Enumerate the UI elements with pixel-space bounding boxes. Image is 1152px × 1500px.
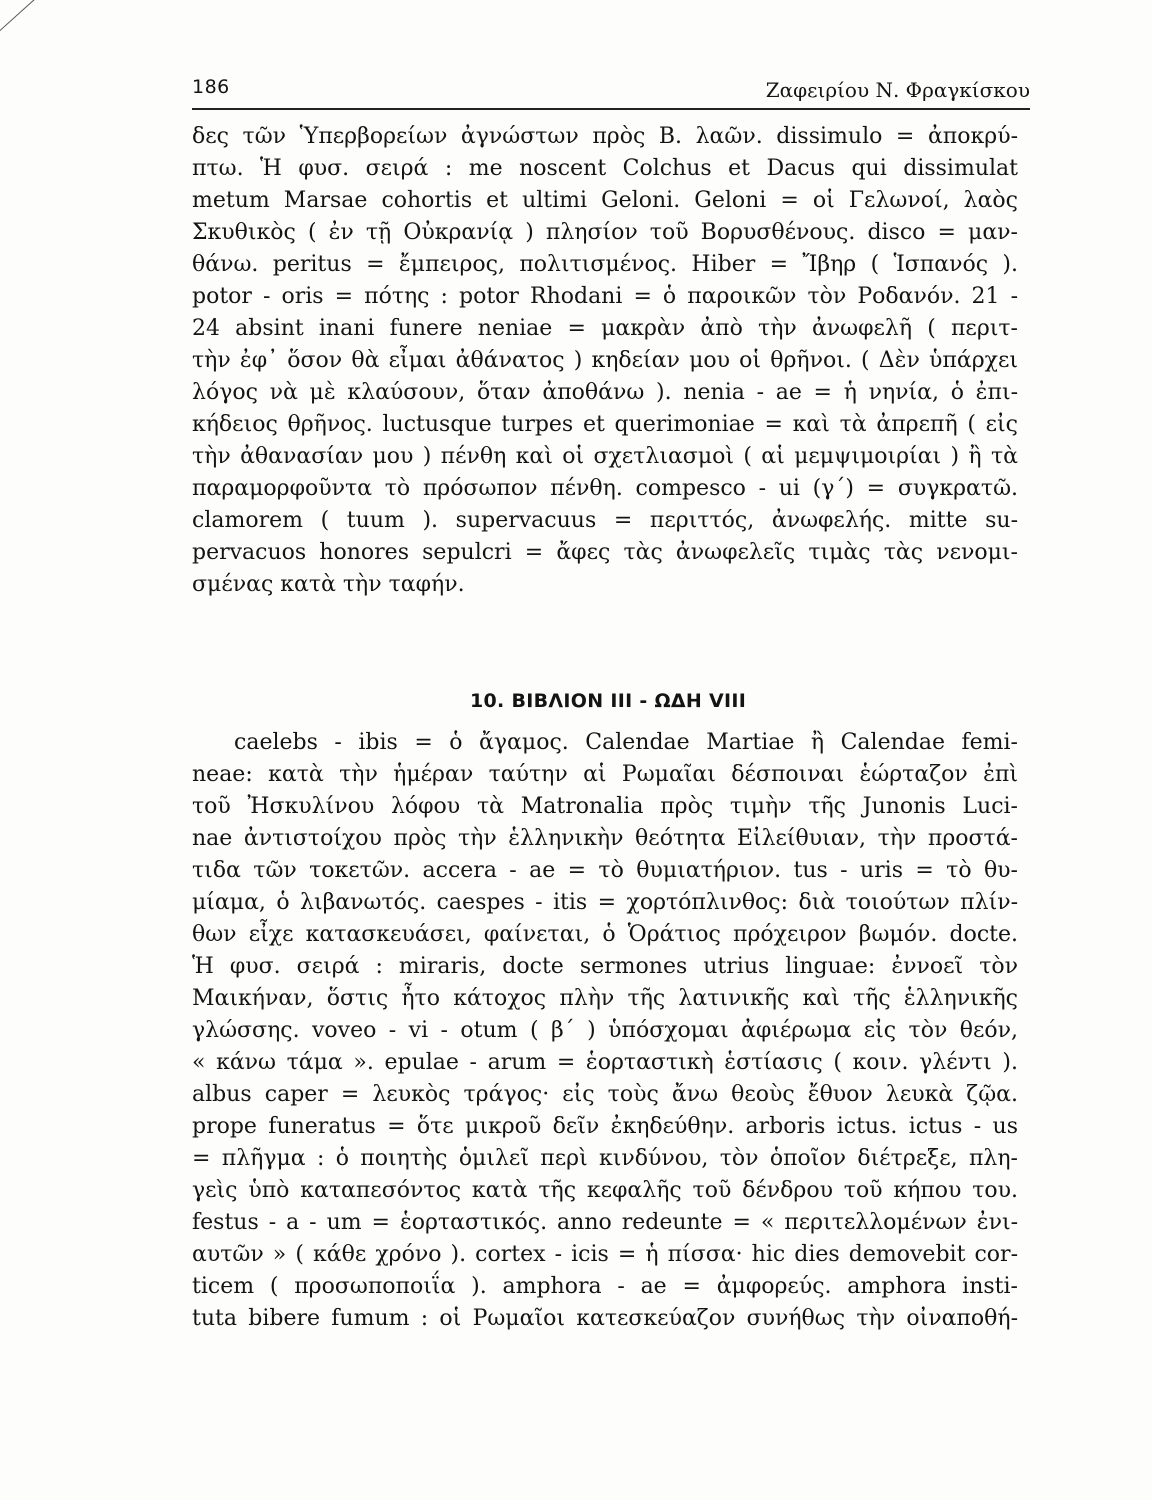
- commentary-block-2: [192, 727, 1018, 1335]
- text-line: θάνω. peritus = ἔμπειρος, πολιτισμένος. Hiber = Ἴβηρ ( Ἱσπανός ).: [192, 252, 1018, 277]
- text-line: τὴν ἀθανασίαν μου ) πένθη καὶ οἱ σχετλιασμοὶ ( αἱ μεμψιμοιρίαι ) ἢ τὰ: [192, 444, 1018, 469]
- text-line: potor - oris = πότης : potor Rhodani = ὁ παροικῶν τὸν Ροδανόν. 21 -: [192, 284, 1018, 309]
- text-line: ticem ( προσωποποιΐα ). amphora - ae = ἀμφορεύς. amphora insti-: [192, 1274, 1018, 1299]
- text-line: festus - a - um = ἑορταστικός. anno redeunte = « περιτελλομένων ἐνι-: [192, 1210, 1018, 1235]
- text-line: Ἡ φυσ. σειρά : miraris, docte sermones utrius linguae: ἐννοεῖ τὸν: [192, 954, 1018, 979]
- text-line: τὴν ἐφ᾿ ὅσον θὰ εἶμαι ἀθάνατος ) κηδείαν μου οἱ θρῆνοι. ( Δὲν ὑπάρχει: [192, 348, 1018, 373]
- running-title: Ζαφειρίου Ν. Φραγκίσκου: [765, 78, 1030, 102]
- text-line: Μαικήναν, ὅστις ἦτο κάτοχος πλὴν τῆς λατινικῆς καὶ τῆς ἑλληνικῆς: [192, 986, 1018, 1011]
- text-line: γλώσσης. voveo - vi - otum ( β´ ) ὑπόσχομαι ἀφιέρωμα εἰς τὸν θεόν,: [192, 1018, 1018, 1043]
- text-line: pervacuos honores sepulcri = ἄφες τὰς ἀνωφελεῖς τιμὰς τὰς νενομι-: [192, 540, 1018, 565]
- text-line: παραμορφοῦντα τὸ πρόσωπον πένθη. compesco - ui (γ´) = συγκρατῶ.: [192, 476, 1018, 501]
- text-line: αυτῶν » ( κάθε χρόνο ). cortex - icis = ἡ πίσσα· hic dies demovebit cor-: [192, 1242, 1018, 1267]
- text-line: clamorem ( tuum ). supervacuus = περιττός, ἀνωφελής. mitte su-: [192, 508, 1018, 533]
- text-line: 24 absint inani funere neniae = μακρὰν ἀπὸ τὴν ἀνωφελῆ ( περιτ-: [192, 316, 1018, 341]
- text-line: μίαμα, ὁ λιβανωτός. caespes - itis = χορτόπλινθος: διὰ τοιούτων πλίν-: [192, 890, 1018, 915]
- text-line: caelebs - ibis = ὁ ἄγαμος. Calendae Martiae ἢ Calendae femi-: [234, 730, 1018, 755]
- header-rule: [192, 108, 1030, 110]
- page-number: 186: [192, 76, 230, 98]
- text-line: λόγος νὰ μὲ κλαύσουν, ὅταν ἀποθάνω ). nenia - ae = ἡ νηνία, ὁ ἐπι-: [192, 380, 1018, 405]
- text-line: = πλῆγμα : ὁ ποιητὴς ὁμιλεῖ περὶ κινδύνου, τὸν ὁποῖον διέτρεξε, πλη-: [192, 1146, 1018, 1171]
- text-line: neae: κατὰ τὴν ἡμέραν ταύτην αἱ Ρωμαῖαι δέσποιναι ἑώρταζον ἐπὶ: [192, 762, 1018, 787]
- section-heading: 10. ΒΙΒΛΙΟΝ III - ΩΔΗ VIII: [470, 690, 747, 712]
- text-line: « κάνω τάμα ». epulae - arum = ἑορταστικὴ ἑστίασις ( κοιν. γλέντι ).: [192, 1050, 1018, 1075]
- text-line: albus caper = λευκὸς τράγος· εἰς τοὺς ἄνω θεοὺς ἔθυον λευκὰ ζῷα.: [192, 1082, 1018, 1107]
- text-line: τιδα τῶν τοκετῶν. accera - ae = τὸ θυμιατήριον. tus - uris = τὸ θυ-: [192, 858, 1018, 883]
- text-line: Σκυθικὸς ( ἐν τῇ Οὐκρανίᾳ ) πλησίον τοῦ Βορυσθένους. disco = μαν-: [192, 220, 1018, 245]
- commentary-block-1: [192, 121, 1018, 601]
- text-line: nae ἀντιστοίχου πρὸς τὴν ἑλληνικὴν θεότητα Εἰλείθυιαν, τὴν προστά-: [192, 826, 1018, 851]
- text-line: γεὶς ὑπὸ καταπεσόντος κατὰ τῆς κεφαλῆς τοῦ δένδρου τοῦ κήπου του.: [192, 1178, 1018, 1203]
- text-line: κήδειος θρῆνος. luctusque turpes et querimoniae = καὶ τὰ ἀπρεπῆ ( εἰς: [192, 412, 1018, 437]
- page-header: [192, 74, 1030, 114]
- text-line: πτω. Ἡ φυσ. σειρά : me noscent Colchus et Dacus qui dissimulat: [192, 156, 1018, 181]
- text-line: τοῦ Ἠσκυλίνου λόφου τὰ Matronalia πρὸς τιμὴν τῆς Junonis Luci-: [192, 794, 1018, 819]
- page-edge-mark: [0, 0, 47, 49]
- text-line: prope funeratus = ὅτε μικροῦ δεῖν ἐκηδεύθην. arboris ictus. ictus - us: [192, 1114, 1018, 1139]
- text-line: θων εἶχε κατασκευάσει, φαίνεται, ὁ Ὁράτιος πρόχειρον βωμόν. docte.: [192, 922, 1018, 947]
- text-line: tuta bibere fumum : οἱ Ρωμαῖοι κατεσκεύαζον συνήθως τὴν οἰναποθή-: [192, 1306, 1018, 1331]
- text-line: metum Marsae cohortis et ultimi Geloni. Geloni = οἱ Γελωνοί, λαὸς: [192, 188, 1018, 213]
- text-line: δες τῶν Ὑπερβορείων ἀγνώστων πρὸς Β. λαῶν. dissimulo = ἀποκρύ-: [192, 124, 1018, 149]
- text-line: σμένας κατὰ τὴν ταφήν.: [192, 572, 465, 597]
